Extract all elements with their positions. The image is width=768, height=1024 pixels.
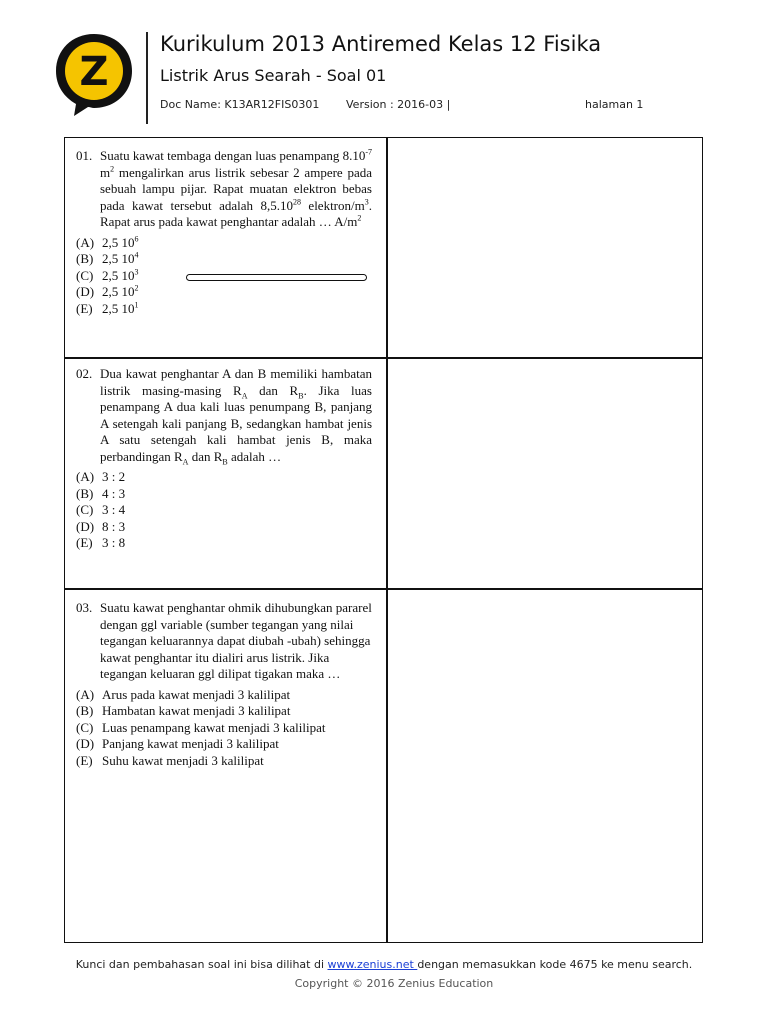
doc-name: Doc Name: K13AR12FIS0301	[160, 98, 320, 111]
option-e: (E) 2,5 $10^1$	[76, 300, 139, 316]
option-d: (D) 8 : 3	[76, 518, 126, 534]
zenius-logo	[52, 30, 136, 118]
option-d: (D) Panjang kawat menjadi 3 kalilipat	[76, 736, 279, 751]
options-list	[76, 469, 372, 552]
logo-letter: Z	[79, 49, 109, 95]
copyright: Copyright © 2016 Zenius Education	[294, 977, 494, 990]
question-3	[76, 600, 372, 769]
question-stem: Suatu kawat tembaga dengan luas penampang $8.10^{-7}$ $m^2$ mengalirkan arus listrik sebesar 2 ampere pada sebuah lampu pijar. Rapat muatan elektron bebas pada kawat tersebut adalah 8,5.10$^{28}$ elektron/$m^3$. Rapat arus pada kawat penghantar adalah … $A/m^2$	[100, 147, 373, 229]
question-2	[76, 366, 372, 552]
option-b: (B) 4 : 3	[76, 485, 126, 501]
row-divider	[64, 357, 703, 359]
option-b: (B) 2,5 $10^4$	[76, 250, 139, 266]
question-1	[76, 148, 372, 317]
option-c: (C) 3 : 4	[76, 502, 126, 517]
option-c: (C) Luas penampang kawat menjadi 3 kalilipat	[76, 719, 326, 735]
page-number: halaman 1	[585, 98, 644, 111]
option-a: (A) 2,5 $10^6$	[76, 234, 139, 250]
question-number: 02.	[76, 366, 93, 381]
page-title: Kurikulum 2013 Antiremed Kelas 12 Fisika	[160, 32, 602, 56]
row-divider	[64, 588, 703, 590]
column-divider	[386, 137, 388, 943]
question-number: 01.	[76, 148, 93, 163]
option-e: (E) 3 : 8	[76, 535, 126, 550]
option-a: (A) Arus pada kawat menjadi 3 kalilipat	[76, 686, 291, 702]
footer-note: Kunci dan pembahasan soal ini bisa dilihat di www.zenius.net dengan memasukkan kode 4675 ke menu search.	[75, 958, 693, 971]
option-d: (D) 2,5 $10^2$	[76, 283, 139, 299]
zenius-link[interactable]: www.zenius.net	[327, 958, 418, 971]
option-a: (A) 3 : 2	[76, 469, 126, 484]
option-c: (C) 2,5 $10^3$	[76, 267, 139, 283]
page-subtitle: Listrik Arus Searah - Soal 01	[160, 66, 387, 85]
question-stem: Suatu kawat penghantar ohmik dihubungkan pararel dengan ggl variable (sumber tegangan yang nilai tegangan keluarannya dapat diubah -ubah) sehingga kawat penghantar itu dialiri arus listrik. Jika tegangan keluaran ggl dilipat tigakan maka …	[100, 600, 372, 681]
doc-version: Version : 2016-03 |	[346, 98, 451, 111]
question-stem: Dua kawat penghantar A dan B memiliki hambatan listrik masing-masing $R_A$ dan $R_B$. Jika luas penampang A dua kali luas penumpang B, panjang A setengah kali panjang B, sedangkan hambat jenis A satu setengah kali hambat jenis B, maka perbandingan $R_A$ dan $R_B$ adalah …	[100, 366, 372, 467]
option-e: (E) Suhu kawat menjadi 3 kalilipat	[76, 752, 264, 768]
wire-diagram	[186, 274, 367, 281]
header-divider	[146, 32, 148, 124]
options-list	[76, 687, 372, 770]
question-number: 03.	[76, 600, 93, 615]
option-b: (B) Hambatan kawat menjadi 3 kalilipat	[76, 703, 291, 718]
